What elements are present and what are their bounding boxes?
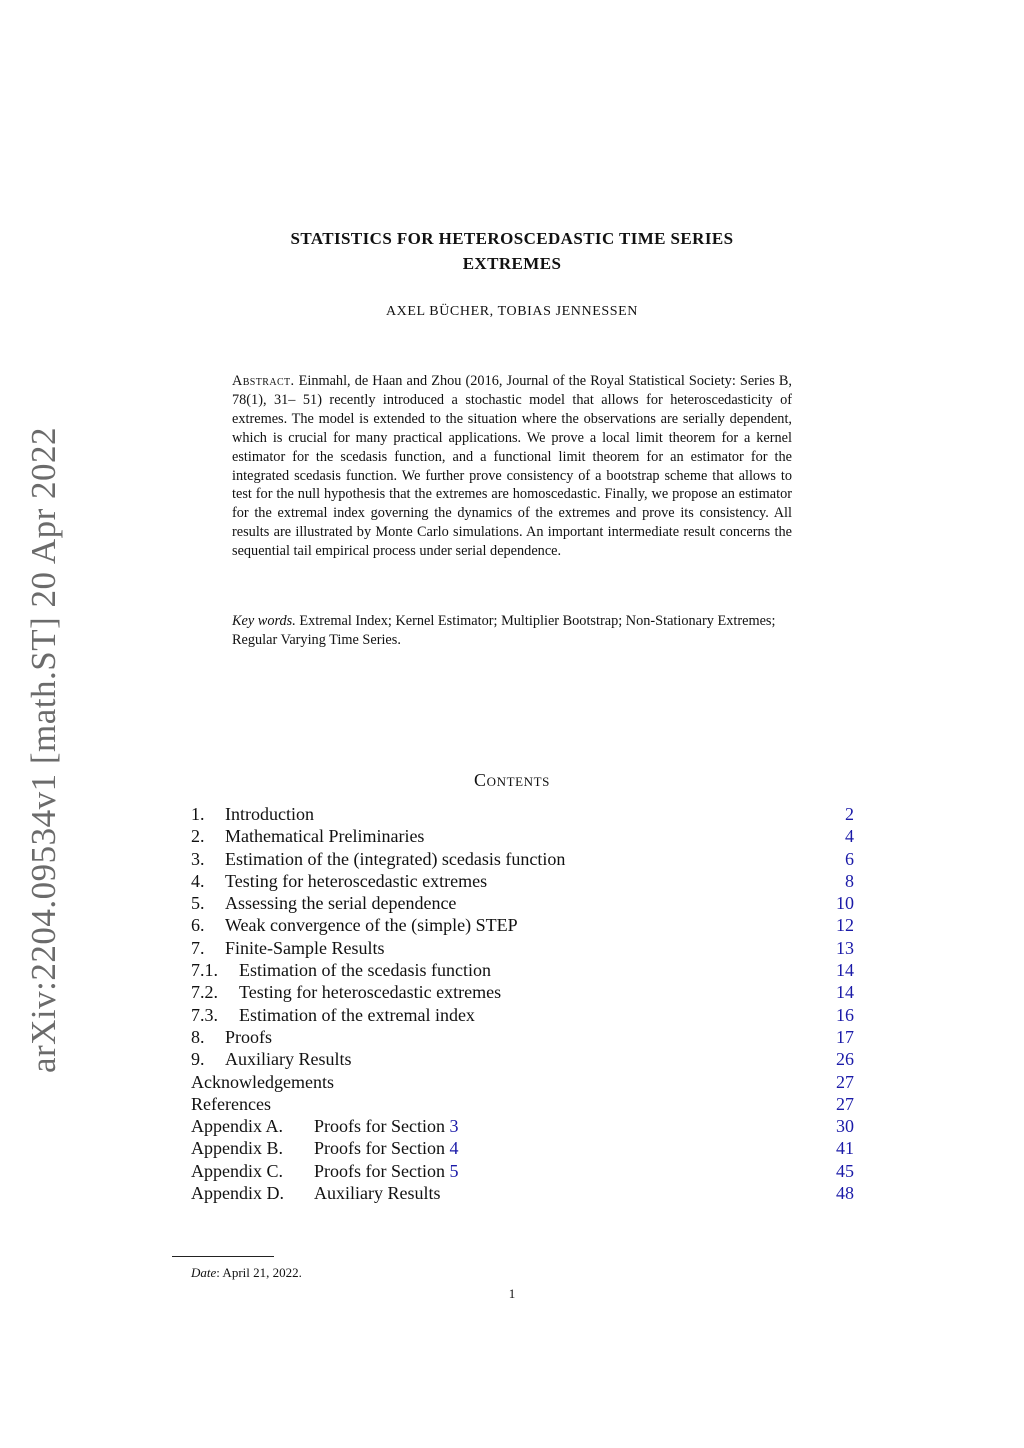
toc-entry-title: Acknowledgements	[191, 1071, 334, 1092]
toc-page-link[interactable]: 41	[836, 1138, 854, 1159]
footnote-label: Date	[191, 1265, 217, 1280]
toc-entry-number: 5.	[191, 893, 205, 914]
toc-page-link[interactable]: 48	[836, 1183, 854, 1204]
toc-entry[interactable]	[191, 981, 854, 1003]
toc-page-link[interactable]: 4	[845, 826, 854, 847]
toc-page-link[interactable]: 16	[836, 1004, 854, 1025]
toc-entry-title: Mathematical Preliminaries	[225, 826, 425, 847]
toc-entry-title: Proofs	[225, 1026, 273, 1047]
toc-page-link[interactable]: 30	[836, 1116, 854, 1137]
footnote-text: : April 21, 2022.	[216, 1265, 302, 1280]
toc-entry[interactable]	[191, 1026, 854, 1048]
toc-entry[interactable]	[191, 870, 854, 892]
toc-entry-title: Assessing the serial dependence	[225, 893, 457, 914]
abstract-text: Einmahl, de Haan and Zhou (2016, Journal of the Royal Statistical Society: Series B, 78(1), 31– 51) recently introduced a stochastic model that allows for heteroscedasticity of extremes. The model is extended to the situation where the observations are serially dependent, which is crucial for many practical applications. We prove a local limit theorem for a kernel estimator for the scedasis function, and a functional limit theorem for an estimator for the integrated scedasis function. We further prove consistency of a bootstrap scheme that allows to test for the null hypothesis that the extremes are homoscedastic. Finally, we propose an estimator for the extremal index governing the dynamics of the extremes and prove its consistency. All results are illustrated by Monte Carlo simulations. An important intermediate result concerns the sequential tail empirical process under serial dependence.	[232, 373, 793, 560]
table-of-contents	[191, 803, 854, 1204]
toc-section-link[interactable]: 3	[449, 1116, 459, 1137]
toc-entry-title: Testing for heteroscedastic extremes	[239, 982, 502, 1003]
abstract-label: Abstract.	[232, 373, 295, 389]
toc-page-link[interactable]: 26	[836, 1049, 854, 1070]
toc-entry-title: Estimation of the (integrated) scedasis function	[225, 848, 566, 869]
keywords-text: Extremal Index; Kernel Estimator; Multiplier Bootstrap; Non-Stationary Extremes; Regular Varying Time Series.	[232, 613, 776, 648]
contents-heading: Contents	[473, 770, 551, 790]
toc-entry-title: Auxiliary Results	[314, 1183, 441, 1204]
arxiv-stamp: arXiv:2204.09534v1 [math.ST] 20 Apr 2022	[24, 426, 63, 1074]
toc-section-link[interactable]: 4	[449, 1138, 459, 1159]
toc-entry[interactable]	[191, 1048, 854, 1070]
toc-entry-title: Proofs for Section	[314, 1138, 450, 1159]
title-line-2: EXTREMES	[462, 254, 562, 273]
toc-entry-number: 1.	[191, 804, 205, 824]
toc-entry-number: 7.2.	[191, 982, 218, 1003]
toc-entry-number: Appendix D.	[191, 1183, 284, 1204]
abstract	[232, 372, 792, 561]
toc-entry[interactable]	[191, 1137, 854, 1159]
toc-entry-number: 4.	[191, 870, 205, 891]
toc-page-link[interactable]: 45	[836, 1160, 854, 1181]
toc-entry-title: Finite-Sample Results	[225, 937, 385, 958]
toc-entry[interactable]	[191, 1115, 854, 1137]
toc-page-link[interactable]: 2	[845, 804, 854, 824]
toc-entry[interactable]	[191, 1071, 854, 1093]
toc-entry-title: Proofs for Section	[314, 1116, 450, 1137]
toc-page-link[interactable]: 17	[836, 1026, 854, 1047]
toc-entry-number: 9.	[191, 1049, 205, 1070]
toc-entry-title: Introduction	[225, 804, 314, 824]
toc-section-link[interactable]: 5	[449, 1160, 459, 1181]
toc-entry[interactable]	[191, 914, 854, 936]
toc-entry[interactable]	[191, 1182, 854, 1204]
toc-entry[interactable]	[191, 937, 854, 959]
toc-page-link[interactable]: 10	[836, 893, 854, 914]
toc-page-link[interactable]: 6	[845, 848, 854, 869]
toc-entry-title: References	[191, 1093, 271, 1114]
page-number: 1	[508, 1286, 516, 1301]
toc-entry-number: 3.	[191, 848, 205, 869]
toc-entry-number: Appendix B.	[191, 1138, 283, 1159]
toc-entry-number: 7.1.	[191, 960, 218, 981]
toc-entry-number: Appendix C.	[191, 1160, 283, 1181]
toc-entry[interactable]	[191, 892, 854, 914]
toc-entry[interactable]	[191, 825, 854, 847]
toc-page-link[interactable]: 14	[836, 982, 854, 1003]
toc-entry-title: Proofs for Section	[314, 1160, 450, 1181]
toc-page-link[interactable]: 12	[836, 915, 854, 936]
toc-page-link[interactable]: 13	[836, 937, 854, 958]
toc-page-link[interactable]: 14	[836, 960, 854, 981]
toc-entry-title: Testing for heteroscedastic extremes	[225, 870, 488, 891]
toc-entry[interactable]	[191, 1160, 854, 1182]
toc-entry[interactable]	[191, 1004, 854, 1026]
toc-entry[interactable]	[191, 803, 854, 825]
toc-entry-title: Weak convergence of the (simple) STEP	[225, 915, 518, 936]
toc-entry[interactable]	[191, 848, 854, 870]
toc-page-link[interactable]: 27	[836, 1093, 854, 1114]
toc-entry-title: Auxiliary Results	[225, 1049, 352, 1070]
title-line-1: STATISTICS FOR HETEROSCEDASTIC TIME SERIES	[290, 229, 734, 248]
toc-entry[interactable]	[191, 1093, 854, 1115]
toc-entry-number: Appendix A.	[191, 1116, 283, 1137]
paper-title	[180, 226, 844, 276]
toc-entry-number: 2.	[191, 826, 205, 847]
authors: AXEL BÜCHER, TOBIAS JENNESSEN	[385, 304, 639, 319]
toc-entry-number: 8.	[191, 1026, 205, 1047]
toc-entry-number: 6.	[191, 915, 205, 936]
date-footnote	[191, 1265, 302, 1281]
footnote-rule	[172, 1256, 274, 1257]
toc-entry-number: 7.3.	[191, 1004, 218, 1025]
toc-entry-number: 7.	[191, 937, 205, 958]
toc-entry-title: Estimation of the extremal index	[239, 1004, 475, 1025]
toc-entry-title: Estimation of the scedasis function	[239, 960, 491, 981]
toc-entry[interactable]	[191, 959, 854, 981]
toc-page-link[interactable]: 8	[845, 870, 854, 891]
keywords	[232, 612, 817, 650]
keywords-label: Key words.	[232, 613, 296, 629]
toc-page-link[interactable]: 27	[836, 1071, 854, 1092]
